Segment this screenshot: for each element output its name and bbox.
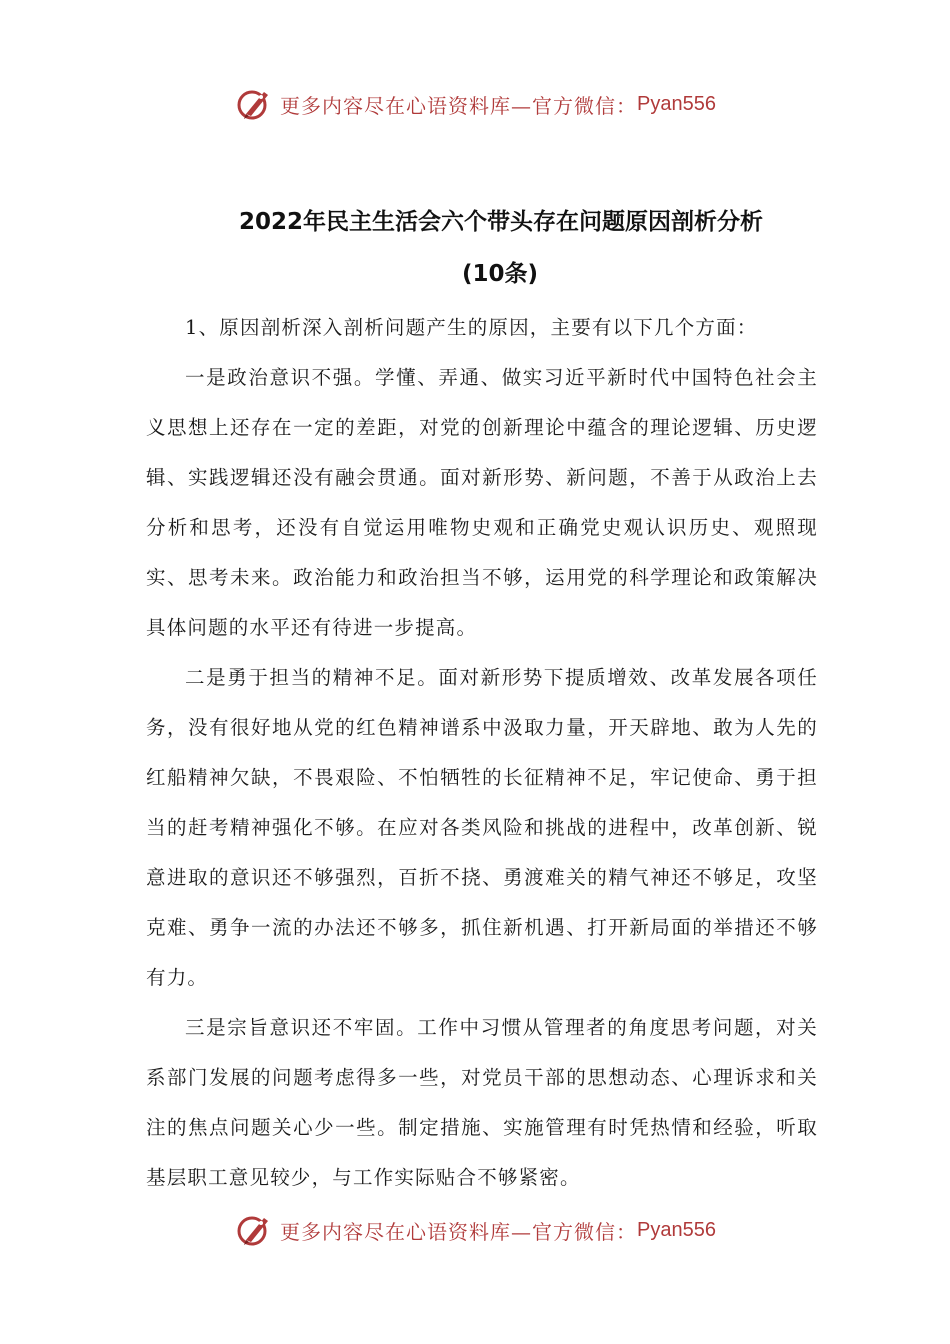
paragraph-political-awareness: 一是政治意识不强。学懂、弄通、做实习近平新时代中国特色社会主义思想上还存在一定的差距，对党的创新理论中蕴含的理论逻辑、历史逻辑、实践逻辑还没有融会贯通。面对新形势、新问题，不善于从政治上去分析和思考，还没有自觉运用唯物史观和正确党史观认识历史、观照现实、思考未来。政治能力和政治担当不够，运用党的科学理论和政策解决具体问题的水平还有待进一步提高。 [146, 366, 818, 639]
watermark-banner-top [0, 82, 950, 126]
paragraph-purpose-awareness: 三是宗旨意识还不牢固。工作中习惯从管理者的角度思考问题，对关系部门发展的问题考虑得多一些，对党员干部的思想动态、心理诉求和关注的焦点问题关心少一些。制定措施、实施管理有时凭热情和经验，听取基层职工意见较少，与工作实际贴合不够紧密。 [146, 1016, 818, 1189]
paragraph-responsibility: 二是勇于担当的精神不足。面对新形势下提质增效、改革发展各项任务，没有很好地从党的红色精神谱系中汲取力量，开天辟地、敢为人先的红船精神欠缺，不畏艰险、不怕牺牲的长征精神不足，牢记使命、勇于担当的赶考精神强化不够。在应对各类风险和挑战的进程中，改革创新、锐意进取的意识还不够强烈，百折不挠、勇渡难关的精气神还不够足，攻坚克难、勇争一流的办法还不够多，抓住新机遇、打开新局面的举措还不够有力。 [146, 666, 818, 989]
watermark-wechat-id: Pyan556 [637, 1218, 716, 1241]
paragraph-intro: 1、原因剖析深入剖析问题产生的原因，主要有以下几个方面： [185, 316, 758, 339]
document-title-count: (10条) [461, 261, 539, 287]
watermark-banner-bottom [0, 1208, 950, 1252]
document-title: 2022年民主生活会六个带头存在问题原因剖析分析 [238, 209, 763, 235]
document-body [146, 303, 818, 1203]
watermark-wechat-id: Pyan556 [637, 92, 716, 115]
watermark-text: 更多内容尽在心语资料库—官方微信： [280, 93, 638, 118]
pen-logo-icon [234, 84, 274, 124]
watermark-text: 更多内容尽在心语资料库—官方微信： [280, 1219, 638, 1244]
pen-logo-icon [234, 1210, 274, 1250]
